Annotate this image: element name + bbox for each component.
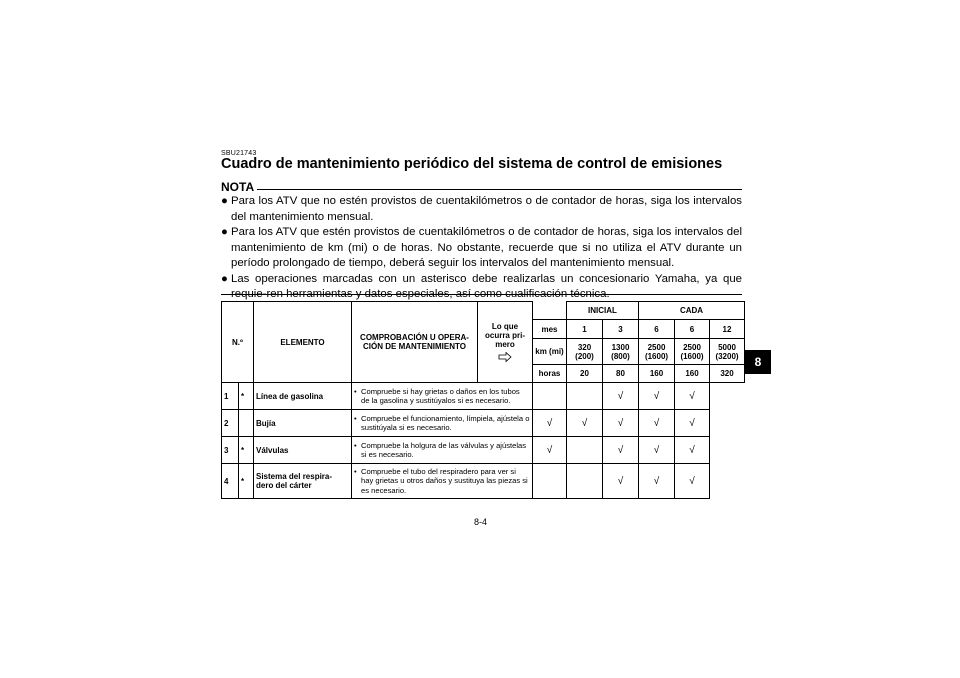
horas-value: 20 [567,365,603,383]
nota-item [221,272,742,303]
check-cell: √ [567,410,603,437]
check-cell: √ [639,383,675,410]
check-cell [567,383,603,410]
row-description-text: Compruebe la holgura de las válvulas y ajústelas si es necesario. [361,440,527,459]
nota-list [221,194,742,303]
nota-item [221,225,742,272]
check-cell [567,437,603,464]
nota-item-text: Para los ATV que no estén provistos de cuentakilómetros o de contador de horas, siga los intervalos del mantenimiento mensual. [231,195,742,223]
nota-header [221,180,742,192]
check-cell: √ [675,410,710,437]
header-check: COMPROBACIÓN U OPERA-CIÓN DE MANTENIMIENTO [352,302,478,383]
unit-horas-label: horas [533,365,567,383]
maintenance-table [221,301,745,499]
check-cell: √ [639,464,675,499]
horas-value: 80 [603,365,639,383]
horas-value: 320 [710,365,745,383]
header-first-label: Lo que ocurra pri-mero [484,322,525,349]
row-description-text: Compruebe si hay grietas o daños en los tubos de la gasolina y sustitúyalos si es necesario. [361,386,520,405]
header-number: N.º [222,302,254,383]
chapter-tab: 8 [745,350,771,374]
check-cell: √ [675,383,710,410]
asterisk-mark: * [239,383,254,410]
header-first [478,302,533,383]
check-cell: √ [603,464,639,499]
nota-rule [257,189,742,190]
km-value: 1300 (800) [603,339,639,365]
unit-km-label: km (mi) [533,339,567,365]
row-number: 4 [222,464,239,499]
nota-label: NOTA [221,180,255,194]
row-item: Válvulas [254,437,352,464]
table-row [222,383,745,410]
check-cell: √ [603,437,639,464]
table-row [222,437,745,464]
bullet-icon: • [354,413,357,423]
nota-item-text: Para los ATV que estén provistos de cuentakilómetros o de contador de horas, siga los intervalos del mantenimiento de km (mi) o de horas. No obstante, recuerde que si no utiliza el ATV durante un período prolongado de tiempo, deberá seguir los intervalos del mantenimiento mensual. [231,226,742,269]
nota-item-text: Las operaciones marcadas con un asterisco debe realizarlas un concesionario Yamaha, ya que requie-ren herramientas y datos especiales, así como cualificación técnica. [231,272,742,300]
check-cell: √ [675,464,710,499]
row-description [352,410,533,437]
check-cell: √ [533,437,567,464]
bullet-icon: • [354,386,357,396]
check-cell: √ [603,383,639,410]
table-row [222,410,745,437]
table-row [222,464,745,499]
asterisk-mark [239,410,254,437]
mes-value: 12 [710,320,745,339]
km-value: 320 (200) [567,339,603,365]
page-title: Cuadro de mantenimiento periódico del sistema de control de emisiones [221,156,723,172]
unit-mes-label: mes [533,320,567,339]
horas-value: 160 [675,365,710,383]
row-number: 1 [222,383,239,410]
km-value: 5000 (3200) [710,339,745,365]
row-item: Sistema del respira-dero del cárter [254,464,352,499]
mes-value: 6 [675,320,710,339]
row-description-text: Compruebe el funcionamiento, límpiela, ajústela o sustitúyala si es necesario. [361,413,530,432]
km-value: 2500 (1600) [675,339,710,365]
mes-value: 1 [567,320,603,339]
bullet-icon: • [354,466,357,476]
section-code: SBU21743 [221,150,257,157]
row-description-text: Compruebe el tubo del respiradero para ver si hay grietas u otros daños y sustituya las piezas si es necesario. [361,466,528,495]
section-divider [221,294,742,295]
asterisk-mark: * [239,464,254,499]
row-item: Bujía [254,410,352,437]
horas-value: 160 [639,365,675,383]
check-cell [533,383,567,410]
check-cell [533,464,567,499]
km-value: 2500 (1600) [639,339,675,365]
check-cell: √ [533,410,567,437]
row-item: Línea de gasolina [254,383,352,410]
check-cell: √ [639,437,675,464]
nota-item [221,194,742,225]
header-inicial: INICIAL [567,302,639,320]
bullet-icon: ● [221,272,228,285]
row-number: 2 [222,410,239,437]
row-number: 3 [222,437,239,464]
corner-cell [533,302,567,320]
bullet-icon: ● [221,195,228,207]
row-description [352,437,533,464]
row-description [352,464,533,499]
check-cell: √ [675,437,710,464]
asterisk-mark: * [239,437,254,464]
page-number: 8-4 [474,517,488,527]
mes-value: 6 [639,320,675,339]
arrow-right-icon [498,352,512,362]
row-description [352,383,533,410]
header-item: ELEMENTO [254,302,352,383]
check-cell: √ [639,410,675,437]
mes-value: 3 [603,320,639,339]
bullet-icon: ● [221,226,228,238]
check-cell: √ [603,410,639,437]
header-cada: CADA [639,302,745,320]
check-cell [567,464,603,499]
bullet-icon: • [354,440,357,450]
